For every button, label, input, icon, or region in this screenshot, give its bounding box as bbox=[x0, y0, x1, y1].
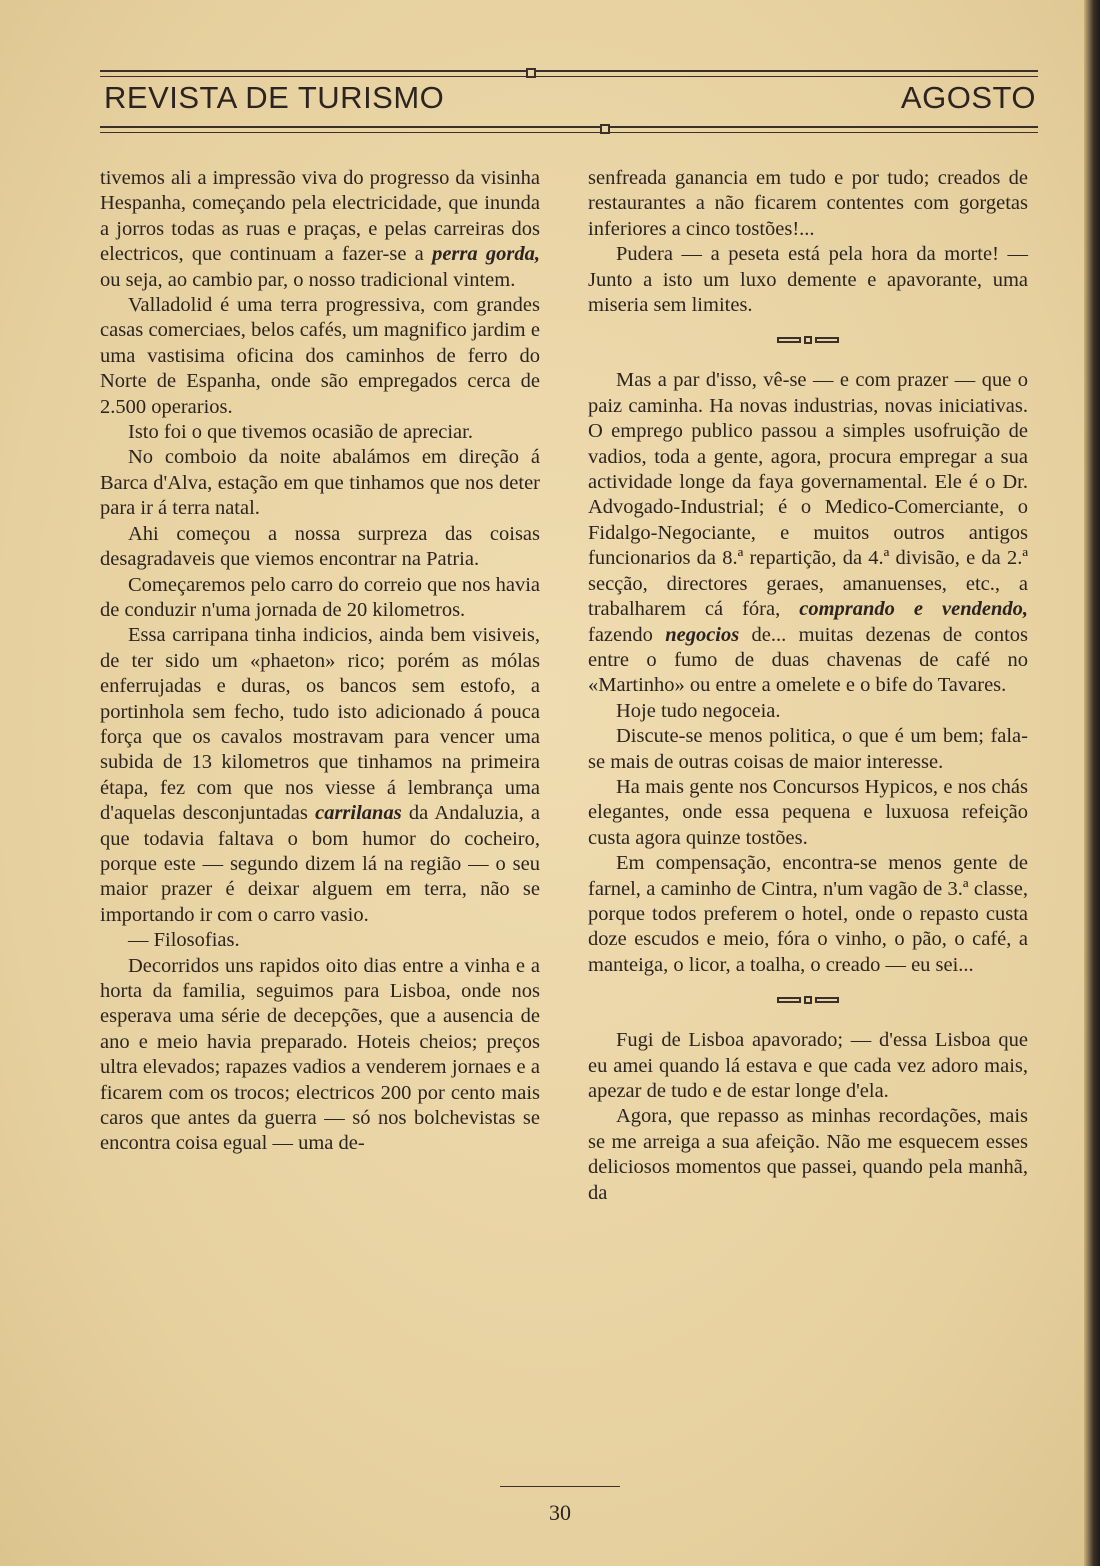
text-run: Decorridos uns rapidos oito dias entre a vinha e a horta da familia, seguimos para Lisboa, onde nos esperava uma série de decepções, que a ausencia de ano e meio havia preparado. Hoteis cheios; preços ultra elevados; rapazes vadios a venderem jornaes e a ficarem com os trocos; electricos 200 por cento mais caros que antes da guerra — só nos bolchevistas se encontra coisa egual — uma de- bbox=[100, 954, 540, 1155]
header-bottom-rule bbox=[100, 126, 1038, 133]
text-run: Mas a par d'isso, vê-se — e com prazer — que o paiz caminha. Ha novas industrias, novas iniciativas. O emprego publico passou a simples usofruição de vadios, toda a gente, agora, procura empregar a sua actividade longe da faya governamental. Ele é o Dr. Advogado-Industrial; é o Medico-Comerciante, o Fidalgo-Negociante, e muitos outros antigos funcionarios da 8.ª repartição, da 4.ª divisão, e da 2.ª secção, directores geraes, amanuenses, etc., a trabalharem cá fóra, bbox=[588, 369, 1028, 621]
paragraph bbox=[588, 242, 1028, 318]
paragraph bbox=[588, 1028, 1028, 1104]
binding-edge bbox=[1084, 0, 1100, 1566]
paragraph bbox=[100, 522, 540, 573]
text-run: — Filosofias. bbox=[128, 929, 240, 952]
footer-rule bbox=[500, 1486, 620, 1487]
text-run: Isto foi o que tivemos ocasião de apreciar. bbox=[128, 421, 473, 444]
paragraph bbox=[588, 724, 1028, 775]
header-top-rule bbox=[100, 70, 1038, 77]
paragraph bbox=[588, 166, 1028, 242]
text-run: Hoje tudo negoceia. bbox=[616, 699, 781, 722]
text-run: No comboio da noite abalámos em direção á Barca d'Alva, estação em que tinhamos que nos deter para ir á terra natal. bbox=[100, 446, 540, 520]
text-run: Ha mais gente nos Concursos Hypicos, e nos chás elegantes, onde essa pequena e luxuosa refeição custa agora quinze tostões. bbox=[588, 775, 1028, 849]
text-run: de... muitas dezenas de contos entre o fumo de duas chavenas de café no «Martinho» ou entre a omelete e o bife do Tavares. bbox=[588, 623, 1028, 697]
header-bottom-rule-marker bbox=[600, 124, 610, 134]
paragraph bbox=[588, 368, 1028, 698]
paragraph bbox=[100, 293, 540, 420]
text-run: da Andaluzia, a que todavia faltava o bom humor do cocheiro, porque este — segundo dizem lá na região — o seu maior prazer é deixar alguem em terra, não se importando ir com o carro vasio. bbox=[100, 802, 541, 926]
text-run: ou seja, ao cambio par, o nosso tradicional vintem. bbox=[100, 268, 516, 291]
paragraph bbox=[588, 775, 1028, 851]
paragraph bbox=[588, 1104, 1028, 1206]
emphasized-text: comprando e vendendo, bbox=[799, 598, 1028, 621]
text-run: Ahi começou a nossa surpreza das coisas desagradaveis que viemos encontrar na Patria. bbox=[100, 522, 540, 571]
paragraph bbox=[100, 573, 540, 624]
emphasized-text: carrilanas bbox=[315, 802, 402, 825]
text-run: Fugi de Lisboa apavorado; — d'essa Lisboa que eu amei quando lá estava e que cada vez adoro mais, apezar de tudo e de estar longe d'ela. bbox=[588, 1029, 1028, 1102]
paragraph bbox=[100, 954, 540, 1157]
issue-month: AGOSTO bbox=[900, 80, 1036, 115]
paragraph bbox=[100, 420, 540, 445]
left-column bbox=[100, 166, 540, 1157]
text-run: Pudera — a peseta está pela hora da morte! — Junto a isto um luxo demente e apavorante, uma miseria sem limites. bbox=[588, 243, 1028, 317]
text-run: tivemos ali a impressão viva do progresso da visinha Hespanha, começando pela electricidade, que inunda a jorros todas as ruas e praças, e pelas carreiras dos electricos, que continuam a fazer-se a bbox=[100, 167, 540, 266]
text-run: Em compensação, encontra-se menos gente de farnel, a caminho de Cintra, n'um vagão de 3.ª classe, porque todos preferem o hotel, onde o repasto custa doze escudos e meio, fóra o vinho, o pão, o café, a manteiga, o licor, a toalha, o creado — eu sei... bbox=[588, 852, 1028, 976]
text-run: Agora, que repasso as minhas recordações, mais se me arreiga a sua afeição. Não me esquecem esses deliciosos momentos que passei, quando pela manhã, da bbox=[588, 1105, 1028, 1204]
publication-title: REVISTA DE TURISMO bbox=[104, 80, 445, 115]
text-run: fazendo bbox=[588, 623, 666, 646]
emphasized-text: perra gorda, bbox=[432, 243, 540, 266]
paragraph bbox=[100, 928, 540, 953]
emphasized-text: negocios bbox=[665, 623, 740, 646]
page-number: 30 bbox=[549, 1500, 571, 1525]
section-ornament bbox=[588, 978, 1028, 1028]
section-ornament bbox=[588, 318, 1028, 368]
paragraph bbox=[588, 851, 1028, 978]
paragraph bbox=[100, 166, 540, 293]
right-column bbox=[588, 166, 1028, 1206]
paragraph bbox=[100, 445, 540, 521]
paragraph bbox=[588, 699, 1028, 724]
text-run: senfreada ganancia em tudo e por tudo; creados de restaurantes a não ficarem contentes com gorgetas inferiores a cinco tostões!... bbox=[588, 167, 1028, 240]
running-header bbox=[100, 80, 1038, 120]
text-run: Valladolid é uma terra progressiva, com grandes casas comerciaes, belos cafés, um magnifico jardim e uma vastisima oficina dos caminhos de ferro do Norte de Espanha, onde são empregados cerca de 2.500 operarios. bbox=[100, 294, 540, 418]
text-run: Discute-se menos politica, o que é um bem; fala-se mais de outras coisas de maior interesse. bbox=[588, 725, 1028, 773]
paragraph bbox=[100, 623, 540, 928]
header-top-rule-marker bbox=[526, 68, 536, 78]
text-run: Começaremos pelo carro do correio que nos havia de conduzir n'uma jornada de 20 kilometros. bbox=[100, 573, 540, 621]
text-run: Essa carripana tinha indicios, ainda bem visiveis, de ter sido um «phaeton» rico; porém as mólas enferrujadas e duras, os bancos sem estofo, a portinhola sem fecho, tudo isto adicionado á pouca força que os cavalos mostravam para vencer uma subida de 13 kilometros que tinhamos na primeira étapa, fez com que nos viesse á lembrança uma d'aquelas desconjuntadas bbox=[100, 624, 540, 825]
